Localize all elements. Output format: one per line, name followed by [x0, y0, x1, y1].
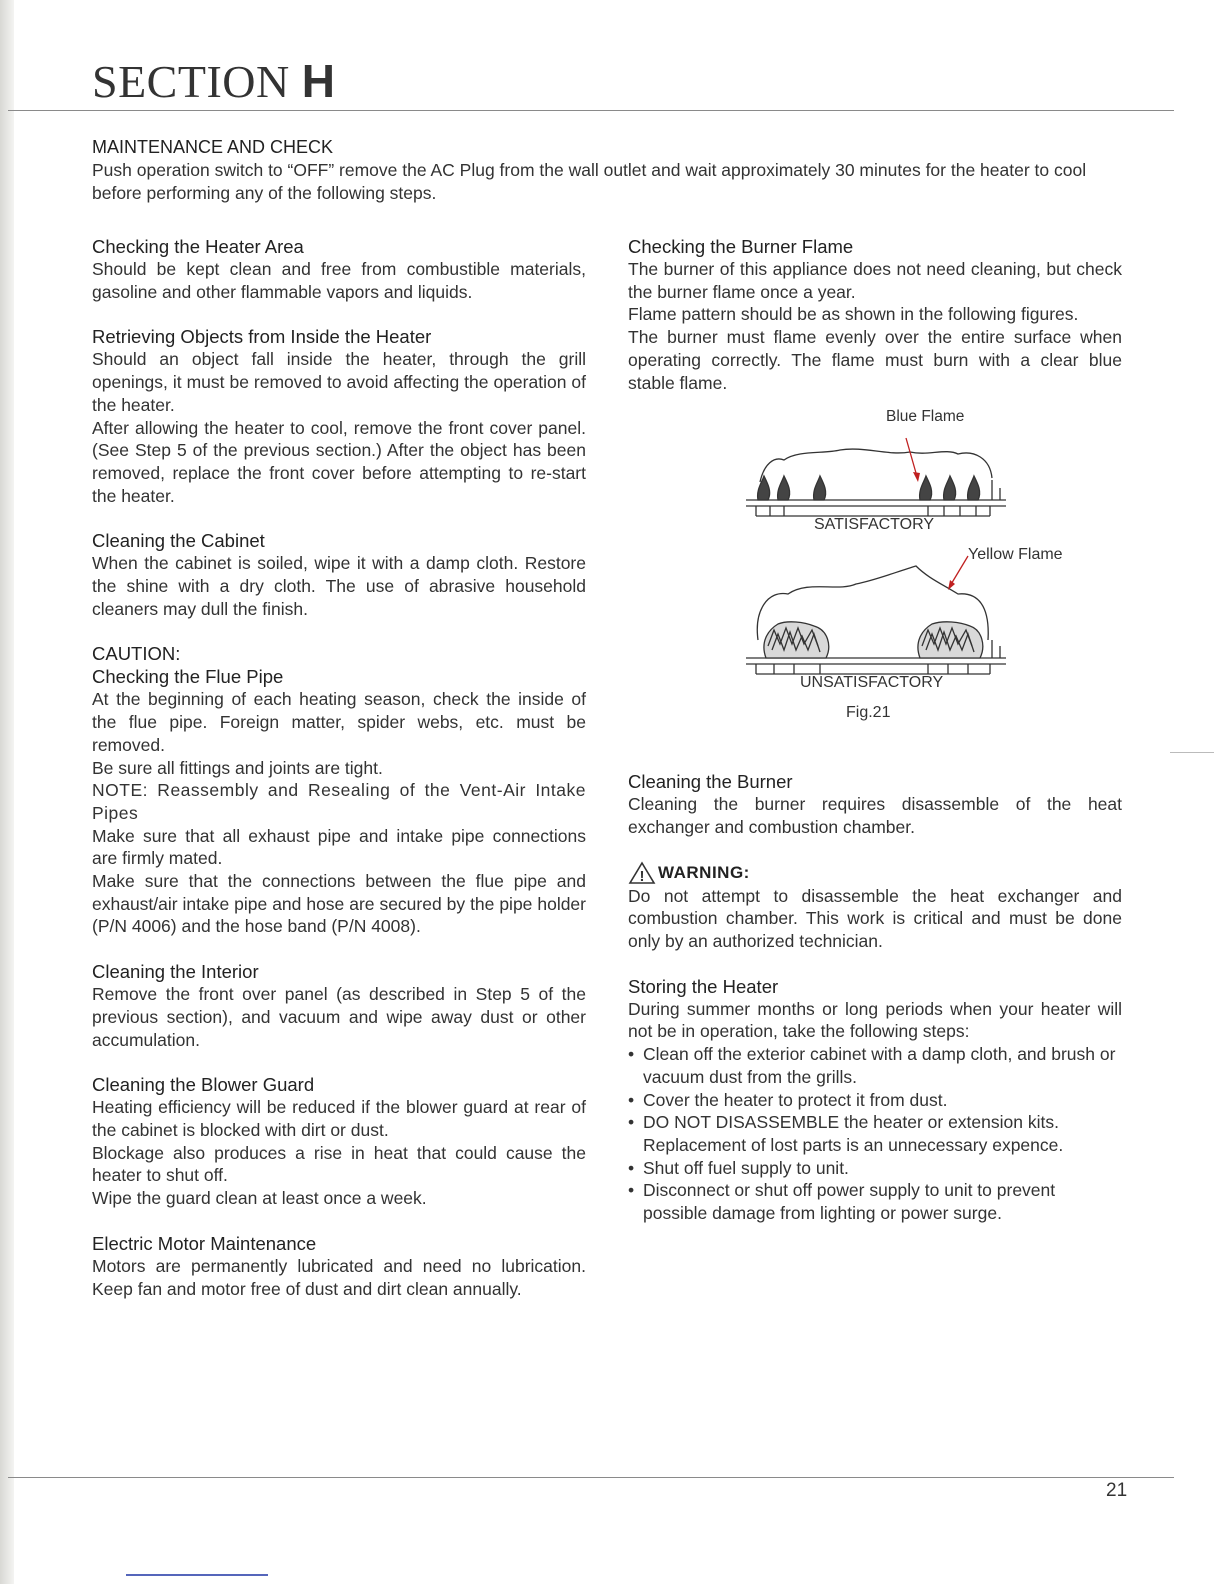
right-column — [628, 235, 1122, 1247]
blower-text-3: Wipe the guard clean at least once a week. — [92, 1188, 427, 1209]
retrieving-text-1: Should an object fall inside the heater, through the grill openings, it must be removed to avoid affecting the operation of the heater. — [92, 349, 586, 415]
figure-caption: Fig.21 — [846, 704, 891, 722]
list-item: • DO NOT DISASSEMBLE the heater or extension kits. Replacement of lost parts is an unnecessary expence. — [628, 1112, 1064, 1155]
motor-block — [92, 1232, 586, 1300]
burner-flame-text-3: The burner must flame evenly over the entire surface when operating correctly. The flame must burn with a clear blue stable flame. — [628, 327, 1122, 393]
burner-flame-text-1: The burner of this appliance does not need cleaning, but check the burner flame once a year. — [628, 259, 1122, 302]
warning-triangle-icon — [628, 861, 656, 885]
burner-flame-text-2: Flame pattern should be as shown in the following figures. — [628, 304, 1079, 325]
storing-block — [628, 975, 1122, 1225]
burner-clean-text: Cleaning the burner requires disassemble of the heat exchanger and combustion chamber. — [628, 794, 1122, 837]
warning-text: Do not attempt to disassemble the heat exchanger and combustion chamber. This work is critical and must be done only by an authorized technician. — [628, 885, 1122, 952]
cabinet-text: When the cabinet is soiled, wipe it with a damp cloth. Restore the shine with a dry cloth. The use of abrasive household cleaners may dull the finish. — [92, 553, 586, 619]
flue-text-4: Make sure that the connections between the flue pipe and exhaust/air intake pipe and hose are secured by the pipe holder (P/N 4006) and the hose band (P/N 4008). — [92, 871, 586, 937]
flue-note: NOTE: Reassembly and Resealing of the Vent-Air Intake Pipes — [92, 780, 586, 823]
svg-text:!: ! — [639, 867, 645, 885]
retrieving-block — [92, 325, 586, 507]
interior-heading: Cleaning the Interior — [92, 961, 259, 983]
section-title-letter: H — [301, 55, 336, 107]
list-item: • Shut off fuel supply to unit. — [628, 1157, 849, 1178]
yellow-flame-label: Yellow Flame — [968, 546, 1063, 564]
heater-area-text: Should be kept clean and free from combustible materials, gasoline and other flammable vapors and liquids. — [92, 259, 586, 302]
section-title-word: SECTION — [92, 56, 290, 107]
caution-heading: CAUTION: — [92, 643, 181, 665]
heater-area-heading: Checking the Heater Area — [92, 236, 304, 257]
motor-heading: Electric Motor Maintenance — [92, 1232, 317, 1254]
warning-heading: WARNING: — [658, 863, 750, 883]
flue-text-2: Be sure all fittings and joints are tight. — [92, 757, 383, 778]
flue-heading: Checking the Flue Pipe — [92, 666, 284, 688]
flue-block — [92, 642, 586, 938]
burner-flame-heading: Checking the Burner Flame — [628, 236, 854, 257]
blue-underline — [126, 1574, 268, 1576]
flue-text-1: At the beginning of each heating season, check the inside of the flue pipe. Foreign matter, spider webs, etc. must be removed. — [92, 689, 586, 755]
storing-steps-list — [628, 1043, 1122, 1225]
interior-block — [92, 960, 586, 1051]
blower-text-2: Blockage also produces a rise in heat that could cause the heater to shut off. — [92, 1142, 586, 1186]
blue-flame-label: Blue Flame — [886, 408, 965, 426]
motor-text: Motors are permanently lubricated and need no lubrication. Keep fan and motor free of dust and dirt clean annually. — [92, 1255, 586, 1299]
cabinet-block — [92, 529, 586, 620]
storing-heading: Storing the Heater — [628, 975, 779, 997]
intro — [92, 136, 1122, 205]
page-binding-shadow — [0, 0, 14, 1584]
list-item: • Cover the heater to protect it from dust. — [628, 1089, 948, 1110]
interior-text: Remove the front over panel (as described in Step 5 of the previous section), and vacuum and wipe away dust or other accumulation. — [92, 984, 586, 1050]
burner-flame-block — [628, 235, 1122, 394]
edge-mark — [1170, 752, 1214, 753]
bottom-rule — [8, 1477, 1174, 1478]
unsatisfactory-label: UNSATISFACTORY — [800, 674, 944, 692]
list-item: • Clean off the exterior cabinet with a damp cloth, and brush or vacuum dust from the grills. — [628, 1044, 1116, 1087]
retrieving-heading: Retrieving Objects from Inside the Heater — [92, 326, 432, 348]
page-number: 21 — [1106, 1480, 1128, 1501]
section-title — [92, 54, 335, 108]
burner-clean-heading: Cleaning the Burner — [628, 771, 793, 793]
storing-text: During summer months or long periods when your heater will not be in operation, take the following steps: — [628, 998, 1122, 1042]
heater-area-block — [92, 235, 586, 303]
burner-clean-block — [628, 770, 1122, 838]
top-rule — [8, 110, 1174, 111]
satisfactory-label: SATISFACTORY — [814, 516, 935, 534]
blower-text-1: Heating efficiency will be reduced if the blower guard at rear of the cabinet is blocked with dirt or dust. — [92, 1097, 586, 1140]
flame-figure — [628, 400, 1122, 770]
cabinet-heading: Cleaning the Cabinet — [92, 530, 265, 552]
warning-block — [628, 861, 1122, 953]
blower-block — [92, 1073, 586, 1210]
retrieving-text-2: After allowing the heater to cool, remove the front cover panel. (See Step 5 of the previous section.) After the object has been removed, replace the front cover before attempting to re-start the heater. — [92, 417, 586, 506]
left-column — [92, 235, 586, 1322]
blower-heading: Cleaning the Blower Guard — [92, 1074, 315, 1096]
flue-text-3: Make sure that all exhaust pipe and intake pipe connections are firmly mated. — [92, 825, 586, 869]
intro-heading: MAINTENANCE AND CHECK — [92, 137, 334, 157]
intro-text: Push operation switch to “OFF” remove the AC Plug from the wall outlet and wait approximately 30 minutes for the heater to cool before performing any of the following steps. — [92, 160, 1087, 203]
list-item: • Disconnect or shut off power supply to unit to prevent possible damage from lighting or power surge. — [628, 1180, 1056, 1224]
